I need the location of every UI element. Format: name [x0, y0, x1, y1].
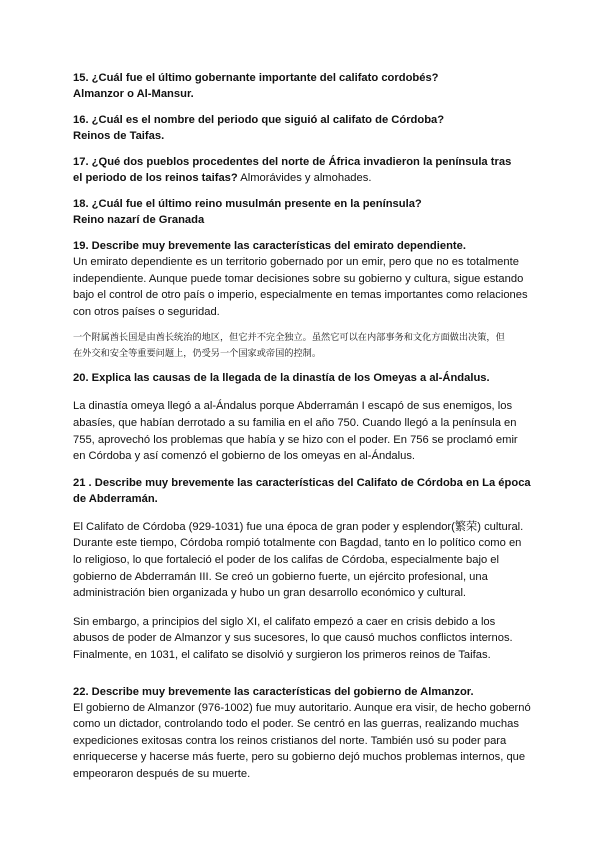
- question-19-block: [73, 238, 543, 362]
- answer-21-p1-line-2: Durante este tiempo, Córdoba rompió totalmente con Bagdad, tanto en lo político como en: [73, 537, 522, 550]
- question-18-block: [73, 196, 543, 228]
- question-16-block: [73, 112, 543, 144]
- question-20: 20. Explica las causas de la llegada de la dinastía de los Omeyas a al-Ándalus.: [73, 372, 490, 385]
- answer-21-p1-line-5: administración bien organizada y hubo un gran desarrollo económico y cultural.: [73, 587, 467, 600]
- answer-21-p2-line-3: Finalmente, en 1031, el califato se disolvió y surgieron los primeros reinos de Taifas.: [73, 648, 491, 661]
- answer-17: Almorávides y almohades.: [237, 172, 372, 184]
- answer-19-line-1: Un emirato dependiente es un territorio gobernado por un emir, pero que no es totalmente: [73, 256, 519, 268]
- answer-16: Reinos de Taifas.: [73, 130, 165, 142]
- answer-21-p1-line-1: El Califato de Córdoba (929-1031) fue una época de gran poder y esplendor(繁荣) cultural.: [73, 520, 524, 533]
- answer-21-p2-line-1: Sin embargo, a principios del siglo XI, el califato empezó a caer en crisis debido a los: [73, 615, 496, 628]
- answer-19-line-2: independiente. Aunque puede tomar decisiones sobre su gobierno y cultura, sigue estando: [73, 272, 524, 285]
- question-15-block: [73, 70, 543, 102]
- question-18: 18. ¿Cuál fue el último reino musulmán presente en la península?: [73, 198, 422, 210]
- answer-19-line-3: bajo el control de otro país o imperio, especialmente en temas importantes como relaciones: [73, 289, 528, 302]
- question-20-block: [73, 370, 543, 464]
- answer-21-p2-line-2: abusos de poder de Almanzor y sus sucesores, lo que causó muchos conflictos internos.: [73, 632, 513, 645]
- question-17-line-2-text: el periodo de los reinos taifas?: [73, 172, 238, 184]
- answer-18: Reino nazarí de Granada: [73, 214, 205, 226]
- question-21-block: [73, 475, 543, 664]
- question-17-line-1: 17. ¿Qué dos pueblos procedentes del norte de África invadieron la península tras: [73, 156, 512, 168]
- answer-22-line-3: expediciones exitosas contra los reinos cristianos del norte. También usó su poder para: [73, 734, 507, 747]
- chinese-translation-line-1: 一个附属酋长国是由酋长统治的地区，但它并不完全独立。虽然它可以在内部事务和文化方面做出决策，但: [73, 332, 505, 344]
- answer-22-line-1: El gobierno de Almanzor (976-1002) fue muy autoritario. Aunque era visir, de hecho gobernó: [73, 701, 531, 714]
- answer-21-p1-line-3: lo religioso, lo que fortaleció el poder de los califas de Córdoba, especialmente bajo el: [73, 553, 500, 566]
- question-22-block: [73, 684, 543, 783]
- answer-19-line-4: con otros países o seguridad.: [73, 305, 220, 318]
- question-19: 19. Describe muy brevemente las características del emirato dependiente.: [73, 240, 466, 252]
- answer-20-line-2: abasíes, que habían derrotado a su familia en el año 750. Cuando llegó a la península en: [73, 416, 517, 429]
- chinese-translation-line-2: 在外交和安全等重要问题上，仍受另一个国家或帝国的控制。: [73, 348, 322, 360]
- answer-22-line-4: enriquecerse y hacerse más fuerte, pero su gobierno dejó muchos problemas internos, que: [73, 751, 526, 764]
- question-21-line-1: 21 . Describe muy brevemente las características del Califato de Córdoba en La época: [73, 476, 531, 489]
- question-15: 15. ¿Cuál fue el último gobernante importante del califato cordobés?: [73, 72, 439, 84]
- question-22: 22. Describe muy brevemente las características del gobierno de Almanzor.: [73, 685, 474, 698]
- answer-21-p1-line-4: gobierno de Abderramán III. Se creó un gobierno fuerte, un ejército profesional, una: [73, 570, 488, 583]
- question-17-block: [73, 154, 543, 186]
- answer-20-line-1: La dinastía omeya llegó a al-Ándalus porque Abderramán I escapó de sus enemigos, los: [73, 400, 513, 413]
- question-21-line-2: de Abderramán.: [73, 492, 158, 505]
- question-16: 16. ¿Cuál es el nombre del periodo que siguió al califato de Córdoba?: [73, 114, 445, 126]
- question-17-line-2: [73, 170, 543, 186]
- answer-20-line-3: 755, aprovechó los problemas que había y se hizo con el poder. En 756 se proclamó emir: [73, 433, 518, 446]
- answer-15: Almanzor o Al-Mansur.: [73, 88, 194, 100]
- answer-20-line-4: en Córdoba y así comenzó el gobierno de los omeyas en al-Ándalus.: [73, 450, 416, 463]
- answer-22-line-2: como un dictador, controlando todo el poder. Se centró en las guerras, realizando muchas: [73, 718, 519, 731]
- answer-22-line-5: empeoraron después de su muerte.: [73, 767, 251, 780]
- document-page: [73, 70, 543, 782]
